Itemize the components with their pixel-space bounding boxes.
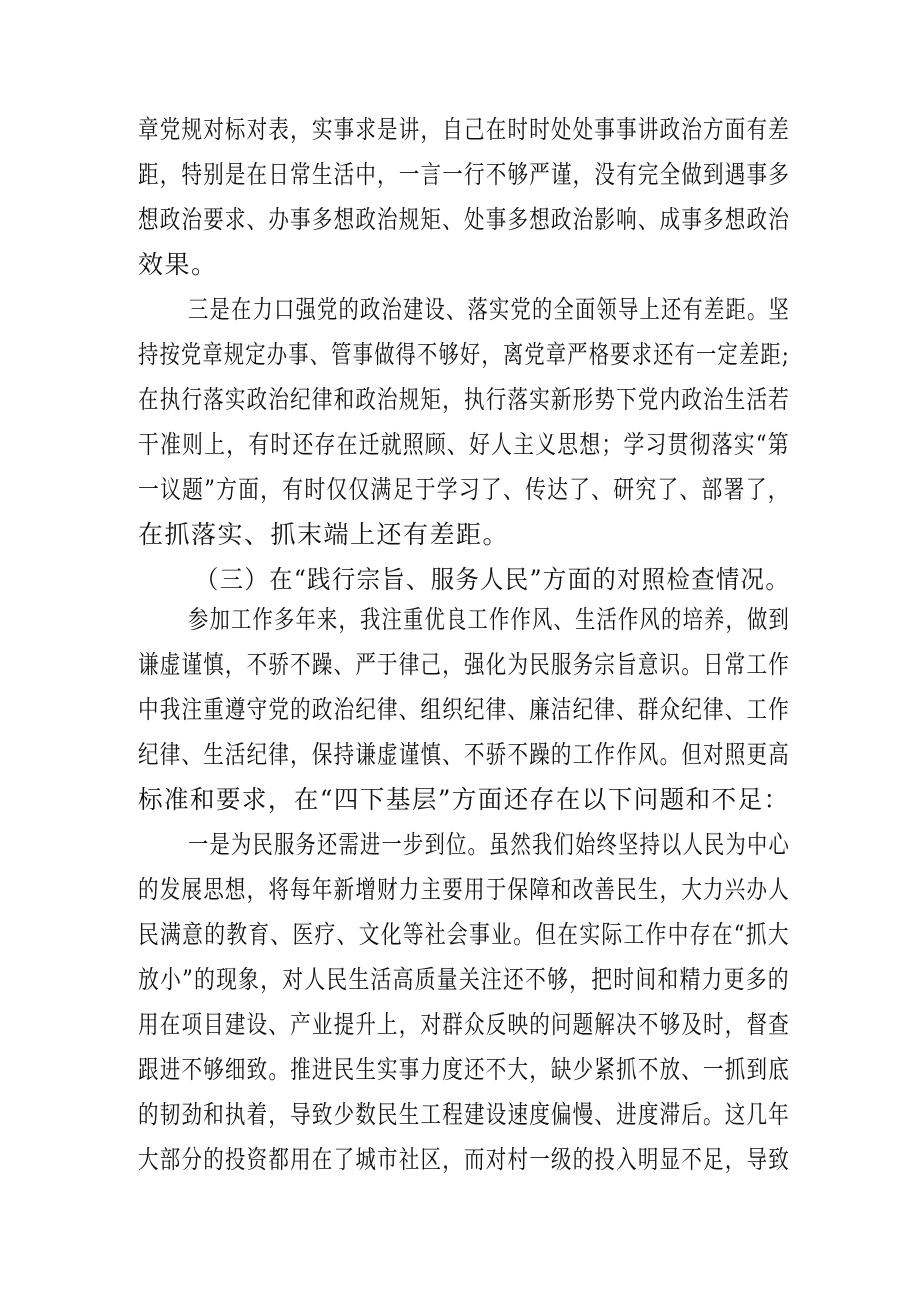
text-line: 放小”的现象，对人民生活高质量关注还不够，把时间和精力更多的 bbox=[138, 965, 790, 994]
text-line: 纪律、生活纪律，保持谦虚谨慎、不骄不躁的工作作风。但对照更高 bbox=[138, 740, 790, 769]
text-line: 在执行落实政治纪律和政治规矩，执行落实新形势下党内政治生活若 bbox=[138, 385, 790, 414]
text-line: 想政治要求、办事多想政治规矩、处事多想政治影响、成事多想政治 bbox=[138, 205, 790, 234]
text-line: 的发展思想，将每年新增财力主要用于保障和改善民生，大力兴办人 bbox=[138, 875, 790, 904]
text-line: 民满意的教育、医疗、文化等社会事业。但在实际工作中存在“抓大 bbox=[138, 920, 790, 949]
text-line: 章党规对标对表，实事求是讲，自己在时时处处事事讲政治方面有差 bbox=[138, 115, 790, 144]
text-line: 持按党章规定办事、管事做得不够好，离党章严格要求还有一定差距; bbox=[138, 340, 790, 369]
text-line: 一是为民服务还需进一步到位。虽然我们始终坚持以人民为中心 bbox=[188, 830, 790, 859]
text-line: 效果。 bbox=[138, 250, 218, 279]
text-line: 标准和要求，在“四下基层”方面还存在以下问题和不足： bbox=[138, 785, 790, 814]
text-line: 的韧劲和执着，导致少数民生工程建设速度偏慢、进度滞后。这几年 bbox=[138, 1100, 790, 1129]
text-line: 三是在力口强党的政治建设、落实党的全面领导上还有差距。坚 bbox=[188, 295, 790, 324]
text-line: 参加工作多年来，我注重优良工作作风、生活作风的培养，做到 bbox=[188, 605, 790, 634]
text-line: 跟进不够细致。推进民生实事力度还不大，缺少紧抓不放、一抓到底 bbox=[138, 1055, 790, 1084]
text-line: 中我注重遵守党的政治纪律、组织纪律、廉洁纪律、群众纪律、工作 bbox=[138, 695, 790, 724]
section-heading: （三）在“践行宗旨、服务人民”方面的对照检查情况。 bbox=[195, 565, 791, 594]
text-line: 用在项目建设、产业提升上，对群众反映的问题解决不够及时，督查 bbox=[138, 1010, 790, 1039]
text-line: 距，特别是在日常生活中，一言一行不够严谨，没有完全做到遇事多 bbox=[138, 160, 790, 189]
text-line: 大部分的投资都用在了城市社区，而对村一级的投入明显不足，导致 bbox=[138, 1145, 790, 1174]
text-line: 在抓落实、抓末端上还有差距。 bbox=[138, 520, 510, 549]
text-line: 干准则上，有时还存在迁就照顾、好人主义思想；学习贯彻落实“第 bbox=[138, 430, 790, 459]
text-line: 一议题”方面，有时仅仅满足于学习了、传达了、研究了、部署了， bbox=[138, 475, 790, 504]
text-line: 谦虚谨慎，不骄不躁、严于律己，强化为民服务宗旨意识。日常工作 bbox=[138, 650, 790, 679]
